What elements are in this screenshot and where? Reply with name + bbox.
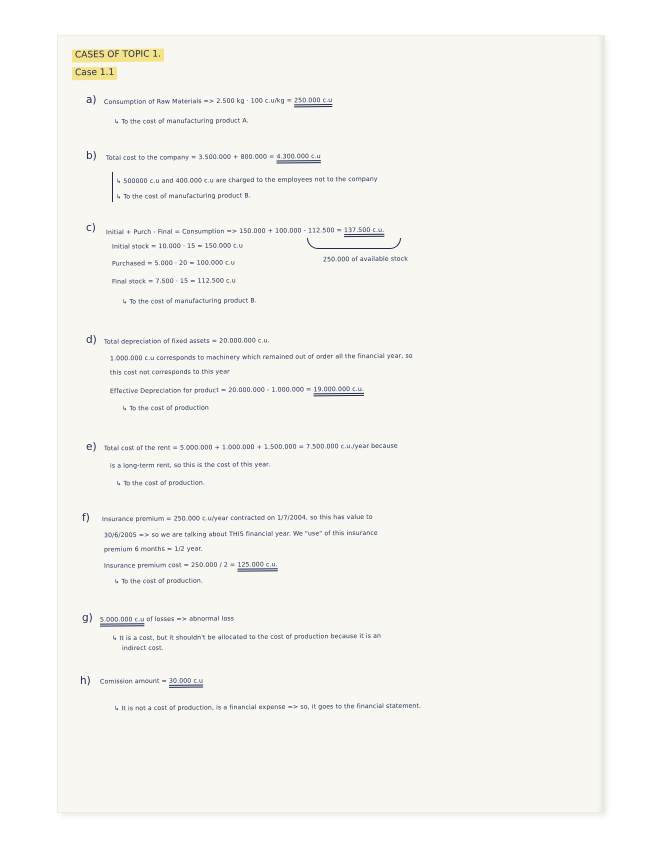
item-g-line bbox=[100, 615, 234, 624]
item-e-note: ↳ To the cost of production. bbox=[115, 479, 206, 488]
item-d-line-1: Total depreciation of fixed assets = 20.000.000 c.u. bbox=[103, 337, 270, 346]
item-b-note-2: ↳ To the cost of manufacturing product B. bbox=[115, 192, 251, 201]
item-label-b: b) bbox=[86, 150, 97, 162]
item-a-text: Consumption of Raw Materials => 2.500 kg · 100 c.u/kg = bbox=[103, 97, 293, 106]
item-h-amount: 30.000 c.u bbox=[168, 677, 204, 685]
item-g-amount: 5.000.000 c.u bbox=[99, 616, 145, 624]
item-b-text: Total cost to the company = 3.500.000 + 800.000 = bbox=[105, 153, 275, 162]
item-label-f: f) bbox=[82, 512, 90, 524]
item-e-line-2: is a long-term rent, so this is the cost of this year. bbox=[109, 461, 271, 470]
item-b-result: 4.300.000 c.u bbox=[276, 153, 321, 161]
item-h-text: Comission amount = bbox=[99, 677, 167, 686]
item-g-note-2: indirect cost. bbox=[121, 644, 164, 653]
item-d-result: 19.000.000 c.u. bbox=[313, 385, 365, 394]
item-f-line-3: premium 6 months = 1/2 year. bbox=[103, 545, 203, 554]
item-c-result: 137.500 c.u. bbox=[343, 226, 385, 235]
item-label-a: a) bbox=[86, 94, 97, 106]
item-f-note: ↳ To the cost of production. bbox=[113, 577, 204, 586]
item-c-line-2: Initial stock = 10.000 · 15 = 150.000 c.u bbox=[111, 242, 243, 251]
item-g-text: of losses => abnormal loss bbox=[146, 615, 235, 624]
item-b-note-1: ↳ 500000 c.u and 400.000 c.u are charged to the employees not to the company bbox=[115, 175, 378, 186]
item-label-e: e) bbox=[86, 441, 97, 453]
item-c-line-3: Purchased = 5.000 · 20 = 100.000 c.u bbox=[111, 259, 235, 268]
item-c-note: ↳ To the cost of manufacturing product B. bbox=[121, 297, 257, 306]
item-b-bracket bbox=[112, 172, 113, 202]
item-h-note: ↳ It is not a cost of production, is a financial expense => so, it goes to the financial statement. bbox=[113, 702, 422, 713]
item-d-text: Effective Depreciation for product = 20.000.000 - 1.000.000 = bbox=[109, 386, 312, 396]
case-subtitle: Case 1.1 bbox=[72, 67, 117, 80]
item-a-note: ↳ To the cost of manufacturing product A. bbox=[113, 117, 249, 126]
item-f-line-4 bbox=[104, 561, 278, 571]
item-d-note: ↳ To the cost of production bbox=[121, 404, 209, 413]
item-label-g: g) bbox=[82, 612, 93, 624]
item-h-line bbox=[100, 678, 203, 687]
item-d-line-2: 1.000.000 c.u corresponds to machinery which remained out of order all the financial year, so bbox=[109, 352, 413, 363]
item-c-text: Initial + Purch - Final = Consumption => 150.000 + 100.000 - 112.500 = bbox=[105, 227, 342, 237]
item-f-line-2: 30/6/2005 => so we are talking about THIS financial year. We "use" of this insurance bbox=[103, 529, 378, 540]
page-title: CASES OF TOPIC 1. bbox=[72, 49, 164, 63]
item-label-h: h) bbox=[80, 675, 91, 687]
item-c-brace-note: 250.000 of available stock bbox=[322, 255, 408, 264]
item-f-line-1: Insurance premium = 250.000 c.u/year contracted on 1/7/2004, so this has value to bbox=[101, 513, 373, 524]
item-e-line-1: Total cost of the rent = 5.000.000 + 1.000.000 + 1.500.000 = 7.500.000 c.u./year because bbox=[103, 442, 398, 453]
item-c-line-4: Final stock = 7.500 · 15 = 112.500 c.u bbox=[111, 277, 236, 286]
page-edge-shadow bbox=[598, 36, 604, 812]
item-label-d: d) bbox=[86, 334, 97, 346]
item-label-c: c) bbox=[86, 222, 96, 234]
item-f-text: Insurance premium cost = 250.000 / 2 = bbox=[103, 561, 236, 570]
item-c-brace bbox=[307, 238, 401, 249]
notebook-page bbox=[58, 36, 604, 812]
item-g-note-1: ↳ It is a cost, but it shouldn't be allocated to the cost of production because it is an bbox=[111, 632, 382, 643]
item-f-result: 125.000 c.u. bbox=[237, 561, 278, 569]
item-d-line-3: this cost not corresponds to this year bbox=[109, 368, 230, 377]
item-a-result: 250.000 c.u bbox=[294, 97, 333, 105]
